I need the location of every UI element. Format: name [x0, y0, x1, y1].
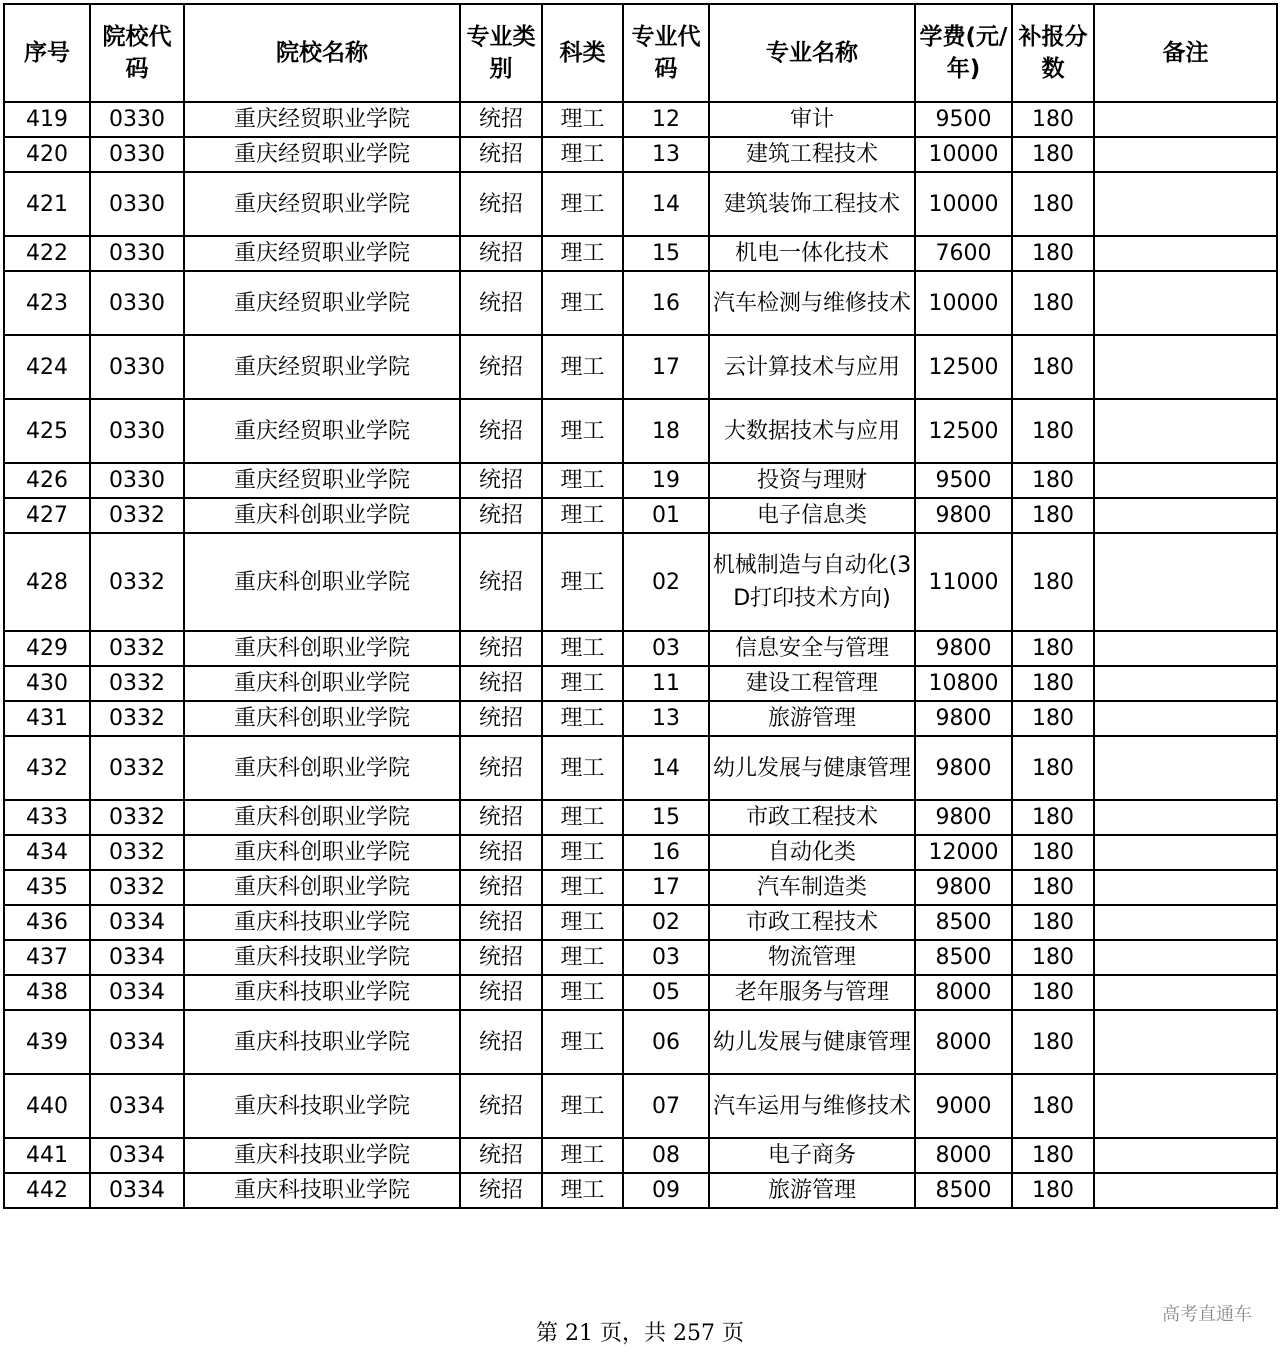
- cell-index: 433: [4, 800, 90, 835]
- cell-major-code: 02: [623, 533, 709, 631]
- cell-major-name: 幼儿发展与健康管理: [709, 736, 915, 800]
- cell-tuition: 12500: [915, 399, 1012, 463]
- cell-score: 180: [1012, 463, 1094, 498]
- cell-tuition: 9800: [915, 701, 1012, 736]
- cell-remarks: [1094, 137, 1277, 172]
- table-row: [4, 631, 1277, 666]
- cell-school-code: 0330: [90, 137, 184, 172]
- cell-tuition: 9800: [915, 631, 1012, 666]
- cell-remarks: [1094, 736, 1277, 800]
- cell-school-code: 0332: [90, 800, 184, 835]
- cell-index: 427: [4, 498, 90, 533]
- cell-school-name: 重庆经贸职业学院: [184, 399, 460, 463]
- table-row: [4, 172, 1277, 236]
- cell-major-category: 统招: [460, 498, 542, 533]
- cell-school-name: 重庆经贸职业学院: [184, 137, 460, 172]
- cell-major-name: 投资与理财: [709, 463, 915, 498]
- cell-major-name: 自动化类: [709, 835, 915, 870]
- header-row: [4, 4, 1277, 102]
- cell-school-name: 重庆科技职业学院: [184, 1173, 460, 1208]
- cell-score: 180: [1012, 975, 1094, 1010]
- cell-remarks: [1094, 631, 1277, 666]
- table-row: [4, 335, 1277, 399]
- table-row: [4, 905, 1277, 940]
- cell-subject: 理工: [542, 940, 623, 975]
- cell-score: 180: [1012, 870, 1094, 905]
- cell-school-code: 0334: [90, 1138, 184, 1173]
- cell-subject: 理工: [542, 335, 623, 399]
- cell-remarks: [1094, 870, 1277, 905]
- header-major-code: 专业代码: [623, 4, 709, 102]
- cell-remarks: [1094, 940, 1277, 975]
- cell-index: 426: [4, 463, 90, 498]
- cell-major-code: 14: [623, 172, 709, 236]
- cell-major-category: 统招: [460, 463, 542, 498]
- cell-major-code: 13: [623, 701, 709, 736]
- cell-tuition: 9500: [915, 102, 1012, 137]
- cell-school-code: 0334: [90, 975, 184, 1010]
- cell-tuition: 11000: [915, 533, 1012, 631]
- cell-remarks: [1094, 399, 1277, 463]
- cell-score: 180: [1012, 1074, 1094, 1138]
- table-row: [4, 399, 1277, 463]
- cell-subject: 理工: [542, 870, 623, 905]
- table-row: [4, 1138, 1277, 1173]
- table-row: [4, 533, 1277, 631]
- cell-major-name: 建筑装饰工程技术: [709, 172, 915, 236]
- cell-tuition: 12000: [915, 835, 1012, 870]
- cell-score: 180: [1012, 701, 1094, 736]
- cell-major-code: 17: [623, 335, 709, 399]
- cell-index: 435: [4, 870, 90, 905]
- cell-subject: 理工: [542, 800, 623, 835]
- cell-remarks: [1094, 905, 1277, 940]
- cell-major-code: 14: [623, 736, 709, 800]
- cell-major-name: 机械制造与自动化(3D打印技术方向): [709, 533, 915, 631]
- cell-index: 434: [4, 835, 90, 870]
- cell-major-name: 汽车运用与维修技术: [709, 1074, 915, 1138]
- cell-major-code: 18: [623, 399, 709, 463]
- cell-tuition: 8500: [915, 1173, 1012, 1208]
- cell-major-name: 信息安全与管理: [709, 631, 915, 666]
- cell-remarks: [1094, 666, 1277, 701]
- cell-major-name: 电子商务: [709, 1138, 915, 1173]
- cell-major-code: 01: [623, 498, 709, 533]
- cell-index: 419: [4, 102, 90, 137]
- cell-index: 423: [4, 271, 90, 335]
- cell-score: 180: [1012, 1173, 1094, 1208]
- cell-school-name: 重庆科技职业学院: [184, 975, 460, 1010]
- table-row: [4, 498, 1277, 533]
- cell-index: 431: [4, 701, 90, 736]
- cell-school-name: 重庆经贸职业学院: [184, 335, 460, 399]
- header-subject: 科类: [542, 4, 623, 102]
- cell-tuition: 8500: [915, 905, 1012, 940]
- cell-subject: 理工: [542, 631, 623, 666]
- cell-tuition: 9800: [915, 498, 1012, 533]
- cell-school-code: 0332: [90, 835, 184, 870]
- table-body: [4, 102, 1277, 1208]
- cell-tuition: 10000: [915, 172, 1012, 236]
- cell-major-name: 市政工程技术: [709, 905, 915, 940]
- cell-index: 440: [4, 1074, 90, 1138]
- cell-index: 424: [4, 335, 90, 399]
- cell-major-name: 电子信息类: [709, 498, 915, 533]
- watermark: 高考直通车: [1162, 1304, 1252, 1325]
- cell-score: 180: [1012, 631, 1094, 666]
- cell-remarks: [1094, 271, 1277, 335]
- cell-major-code: 12: [623, 102, 709, 137]
- table-row: [4, 1173, 1277, 1208]
- cell-major-category: 统招: [460, 172, 542, 236]
- table-row: [4, 463, 1277, 498]
- cell-school-code: 0332: [90, 631, 184, 666]
- cell-major-category: 统招: [460, 736, 542, 800]
- cell-score: 180: [1012, 835, 1094, 870]
- header-score: 补报分数: [1012, 4, 1094, 102]
- table-row: [4, 236, 1277, 271]
- cell-score: 180: [1012, 335, 1094, 399]
- cell-major-name: 市政工程技术: [709, 800, 915, 835]
- cell-subject: 理工: [542, 1074, 623, 1138]
- header-index: 序号: [4, 4, 90, 102]
- cell-school-name: 重庆科技职业学院: [184, 1138, 460, 1173]
- cell-score: 180: [1012, 905, 1094, 940]
- cell-tuition: 8000: [915, 1010, 1012, 1074]
- cell-major-code: 03: [623, 940, 709, 975]
- cell-major-name: 汽车检测与维修技术: [709, 271, 915, 335]
- cell-major-code: 15: [623, 800, 709, 835]
- cell-major-name: 物流管理: [709, 940, 915, 975]
- cell-school-code: 0334: [90, 1173, 184, 1208]
- cell-school-code: 0330: [90, 236, 184, 271]
- cell-index: 425: [4, 399, 90, 463]
- cell-major-name: 建筑工程技术: [709, 137, 915, 172]
- cell-major-code: 16: [623, 835, 709, 870]
- cell-school-code: 0332: [90, 701, 184, 736]
- cell-school-name: 重庆科技职业学院: [184, 905, 460, 940]
- cell-index: 430: [4, 666, 90, 701]
- cell-major-category: 统招: [460, 533, 542, 631]
- cell-major-code: 08: [623, 1138, 709, 1173]
- cell-score: 180: [1012, 498, 1094, 533]
- cell-score: 180: [1012, 800, 1094, 835]
- cell-major-category: 统招: [460, 399, 542, 463]
- cell-score: 180: [1012, 940, 1094, 975]
- header-tuition: 学费(元/年): [915, 4, 1012, 102]
- cell-school-code: 0332: [90, 666, 184, 701]
- table-row: [4, 940, 1277, 975]
- cell-school-code: 0332: [90, 736, 184, 800]
- cell-tuition: 9800: [915, 736, 1012, 800]
- cell-major-category: 统招: [460, 701, 542, 736]
- cell-index: 436: [4, 905, 90, 940]
- cell-remarks: [1094, 533, 1277, 631]
- cell-school-code: 0330: [90, 102, 184, 137]
- table-row: [4, 975, 1277, 1010]
- cell-score: 180: [1012, 666, 1094, 701]
- cell-major-code: 05: [623, 975, 709, 1010]
- cell-school-code: 0330: [90, 172, 184, 236]
- cell-major-name: 云计算技术与应用: [709, 335, 915, 399]
- cell-school-code: 0330: [90, 335, 184, 399]
- cell-major-category: 统招: [460, 1173, 542, 1208]
- cell-subject: 理工: [542, 236, 623, 271]
- cell-subject: 理工: [542, 1173, 623, 1208]
- cell-school-code: 0334: [90, 1074, 184, 1138]
- cell-subject: 理工: [542, 172, 623, 236]
- cell-major-code: 13: [623, 137, 709, 172]
- cell-remarks: [1094, 172, 1277, 236]
- cell-tuition: 8500: [915, 940, 1012, 975]
- cell-remarks: [1094, 701, 1277, 736]
- cell-score: 180: [1012, 1138, 1094, 1173]
- cell-school-name: 重庆科创职业学院: [184, 498, 460, 533]
- cell-tuition: 8000: [915, 975, 1012, 1010]
- table-row: [4, 870, 1277, 905]
- cell-school-code: 0330: [90, 463, 184, 498]
- cell-school-name: 重庆科创职业学院: [184, 533, 460, 631]
- table-row: [4, 1074, 1277, 1138]
- cell-subject: 理工: [542, 835, 623, 870]
- cell-score: 180: [1012, 533, 1094, 631]
- cell-major-category: 统招: [460, 800, 542, 835]
- cell-school-code: 0334: [90, 940, 184, 975]
- cell-subject: 理工: [542, 271, 623, 335]
- header-major-category: 专业类别: [460, 4, 542, 102]
- cell-school-name: 重庆科技职业学院: [184, 1010, 460, 1074]
- cell-major-name: 审计: [709, 102, 915, 137]
- cell-index: 420: [4, 137, 90, 172]
- cell-school-name: 重庆经贸职业学院: [184, 172, 460, 236]
- cell-major-category: 统招: [460, 905, 542, 940]
- cell-major-category: 统招: [460, 102, 542, 137]
- cell-tuition: 9000: [915, 1074, 1012, 1138]
- cell-score: 180: [1012, 399, 1094, 463]
- cell-remarks: [1094, 236, 1277, 271]
- cell-major-code: 15: [623, 236, 709, 271]
- cell-remarks: [1094, 1173, 1277, 1208]
- cell-school-code: 0330: [90, 399, 184, 463]
- cell-school-name: 重庆经贸职业学院: [184, 271, 460, 335]
- cell-major-category: 统招: [460, 870, 542, 905]
- cell-school-name: 重庆科技职业学院: [184, 940, 460, 975]
- cell-score: 180: [1012, 736, 1094, 800]
- table-row: [4, 736, 1277, 800]
- cell-school-name: 重庆科创职业学院: [184, 870, 460, 905]
- cell-index: 428: [4, 533, 90, 631]
- page-number: 第 21 页，共 257 页: [536, 1321, 744, 1346]
- cell-major-name: 旅游管理: [709, 1173, 915, 1208]
- cell-major-code: 02: [623, 905, 709, 940]
- table-row: [4, 835, 1277, 870]
- cell-index: 442: [4, 1173, 90, 1208]
- cell-tuition: 9800: [915, 870, 1012, 905]
- cell-major-code: 11: [623, 666, 709, 701]
- cell-index: 432: [4, 736, 90, 800]
- cell-subject: 理工: [542, 1138, 623, 1173]
- cell-school-code: 0332: [90, 870, 184, 905]
- cell-school-name: 重庆科创职业学院: [184, 835, 460, 870]
- cell-school-name: 重庆经贸职业学院: [184, 463, 460, 498]
- cell-remarks: [1094, 335, 1277, 399]
- cell-major-name: 机电一体化技术: [709, 236, 915, 271]
- cell-remarks: [1094, 498, 1277, 533]
- cell-score: 180: [1012, 1010, 1094, 1074]
- cell-tuition: 8000: [915, 1138, 1012, 1173]
- cell-tuition: 10000: [915, 137, 1012, 172]
- cell-school-name: 重庆科技职业学院: [184, 1074, 460, 1138]
- cell-major-category: 统招: [460, 940, 542, 975]
- cell-school-code: 0334: [90, 1010, 184, 1074]
- cell-major-category: 统招: [460, 1074, 542, 1138]
- cell-major-code: 09: [623, 1173, 709, 1208]
- cell-score: 180: [1012, 172, 1094, 236]
- cell-subject: 理工: [542, 463, 623, 498]
- cell-score: 180: [1012, 271, 1094, 335]
- cell-major-category: 统招: [460, 835, 542, 870]
- cell-index: 441: [4, 1138, 90, 1173]
- cell-major-code: 19: [623, 463, 709, 498]
- table-row: [4, 1010, 1277, 1074]
- cell-index: 422: [4, 236, 90, 271]
- cell-tuition: 9800: [915, 800, 1012, 835]
- cell-subject: 理工: [542, 137, 623, 172]
- cell-major-category: 统招: [460, 271, 542, 335]
- cell-major-category: 统招: [460, 631, 542, 666]
- cell-school-name: 重庆科创职业学院: [184, 666, 460, 701]
- cell-major-code: 16: [623, 271, 709, 335]
- table-row: [4, 102, 1277, 137]
- cell-major-code: 03: [623, 631, 709, 666]
- admission-table: [3, 3, 1278, 1209]
- cell-remarks: [1094, 835, 1277, 870]
- cell-subject: 理工: [542, 736, 623, 800]
- cell-remarks: [1094, 102, 1277, 137]
- cell-remarks: [1094, 1074, 1277, 1138]
- cell-major-category: 统招: [460, 1010, 542, 1074]
- cell-index: 429: [4, 631, 90, 666]
- cell-major-category: 统招: [460, 666, 542, 701]
- cell-major-category: 统招: [460, 1138, 542, 1173]
- cell-subject: 理工: [542, 975, 623, 1010]
- header-major-name: 专业名称: [709, 4, 915, 102]
- cell-remarks: [1094, 800, 1277, 835]
- cell-subject: 理工: [542, 102, 623, 137]
- cell-major-category: 统招: [460, 335, 542, 399]
- cell-school-code: 0334: [90, 905, 184, 940]
- cell-major-category: 统招: [460, 236, 542, 271]
- cell-subject: 理工: [542, 533, 623, 631]
- cell-subject: 理工: [542, 666, 623, 701]
- cell-tuition: 9500: [915, 463, 1012, 498]
- cell-remarks: [1094, 463, 1277, 498]
- cell-index: 438: [4, 975, 90, 1010]
- cell-school-name: 重庆经贸职业学院: [184, 236, 460, 271]
- cell-major-name: 幼儿发展与健康管理: [709, 1010, 915, 1074]
- cell-index: 439: [4, 1010, 90, 1074]
- cell-score: 180: [1012, 102, 1094, 137]
- cell-index: 421: [4, 172, 90, 236]
- cell-score: 180: [1012, 137, 1094, 172]
- cell-subject: 理工: [542, 905, 623, 940]
- cell-subject: 理工: [542, 498, 623, 533]
- cell-major-name: 大数据技术与应用: [709, 399, 915, 463]
- cell-major-category: 统招: [460, 137, 542, 172]
- cell-tuition: 10000: [915, 271, 1012, 335]
- cell-school-code: 0332: [90, 533, 184, 631]
- cell-index: 437: [4, 940, 90, 975]
- cell-tuition: 7600: [915, 236, 1012, 271]
- cell-major-name: 建设工程管理: [709, 666, 915, 701]
- cell-school-code: 0332: [90, 498, 184, 533]
- cell-major-code: 06: [623, 1010, 709, 1074]
- cell-subject: 理工: [542, 399, 623, 463]
- cell-score: 180: [1012, 236, 1094, 271]
- cell-subject: 理工: [542, 1010, 623, 1074]
- cell-remarks: [1094, 975, 1277, 1010]
- cell-tuition: 12500: [915, 335, 1012, 399]
- header-school-name: 院校名称: [184, 4, 460, 102]
- cell-school-code: 0330: [90, 271, 184, 335]
- cell-tuition: 10800: [915, 666, 1012, 701]
- table-row: [4, 800, 1277, 835]
- cell-school-name: 重庆科创职业学院: [184, 701, 460, 736]
- cell-remarks: [1094, 1138, 1277, 1173]
- cell-remarks: [1094, 1010, 1277, 1074]
- table-row: [4, 701, 1277, 736]
- cell-major-category: 统招: [460, 975, 542, 1010]
- table-row: [4, 271, 1277, 335]
- header-school-code: 院校代码: [90, 4, 184, 102]
- cell-school-name: 重庆经贸职业学院: [184, 102, 460, 137]
- header-remarks: 备注: [1094, 4, 1277, 102]
- cell-major-name: 汽车制造类: [709, 870, 915, 905]
- cell-school-name: 重庆科创职业学院: [184, 800, 460, 835]
- table-row: [4, 137, 1277, 172]
- cell-school-name: 重庆科创职业学院: [184, 631, 460, 666]
- cell-school-name: 重庆科创职业学院: [184, 736, 460, 800]
- cell-major-name: 老年服务与管理: [709, 975, 915, 1010]
- cell-major-code: 17: [623, 870, 709, 905]
- table-row: [4, 666, 1277, 701]
- cell-major-name: 旅游管理: [709, 701, 915, 736]
- cell-subject: 理工: [542, 701, 623, 736]
- cell-major-code: 07: [623, 1074, 709, 1138]
